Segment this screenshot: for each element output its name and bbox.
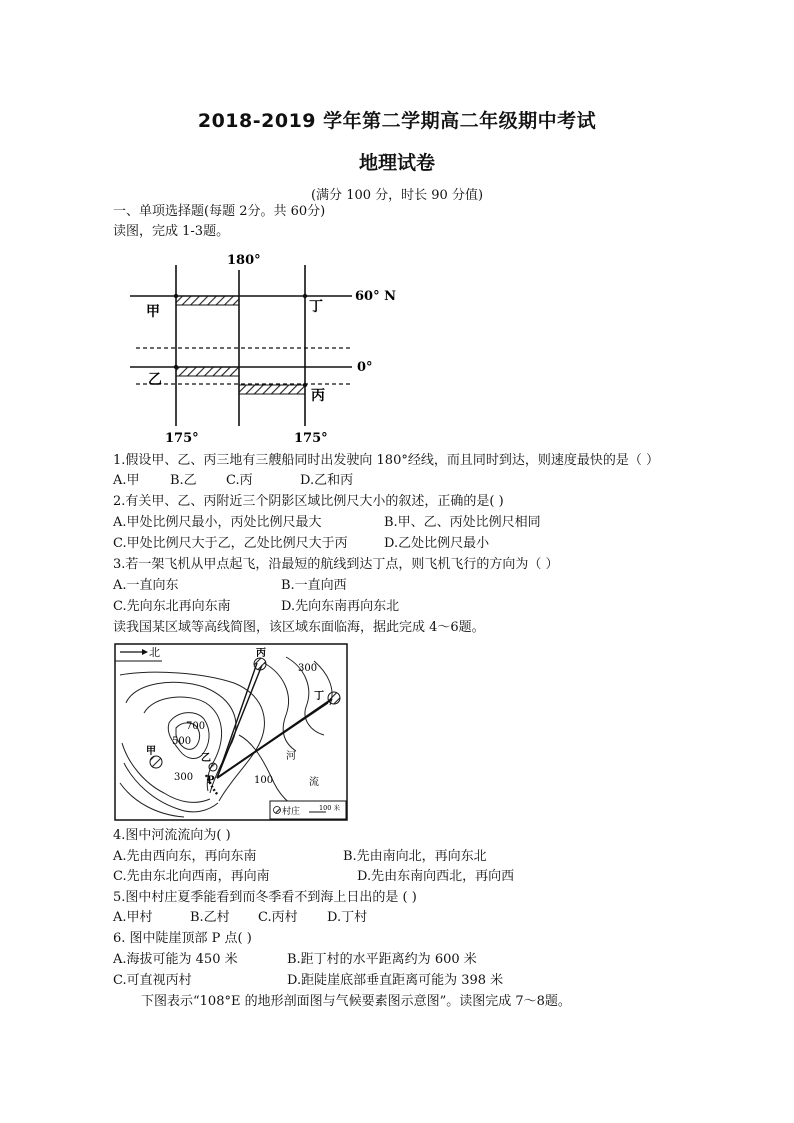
question-2: 2.有关甲、乙、丙附近三个阴影区域比例尺大小的叙述，正确的是( ) <box>113 494 504 509</box>
q2-option-b: B.甲、乙、丙处比例尺相同 <box>384 515 541 530</box>
q5-option-b: B.乙村 <box>190 910 230 925</box>
village-ding-label: 丁 <box>314 691 324 702</box>
shaded-area-jia <box>176 296 239 305</box>
latitude-longitude-figure <box>126 250 402 448</box>
river-label-2: 流 <box>309 777 319 788</box>
contour-700-label: 700 <box>186 721 206 732</box>
q4-option-b: B.先由南向北，再向东北 <box>343 849 487 864</box>
question-3: 3.若一架飞机从甲点起飞，沿最短的航线到达丁点，则飞机飞行的方向为（ ） <box>113 557 559 572</box>
contour-100-label: 100 <box>254 775 274 786</box>
exam-title: 2018-2019 学年第二学期高二年级期中考试 <box>197 110 597 132</box>
legend-village-label: 村庄 <box>282 807 301 817</box>
scale-label: 100 米 <box>319 804 340 812</box>
q6-option-d: D.距陡崖底部垂直距离可能为 398 米 <box>287 973 504 988</box>
section-heading: 一、单项选择题(每题 2分。共 60分) <box>113 204 326 219</box>
q2-option-c: C.甲处比例尺大于乙，乙处比例尺大于丙 <box>113 536 348 551</box>
q5-option-d: D.丁村 <box>327 910 368 925</box>
lon-175-left-label: 175° <box>165 431 199 446</box>
shaded-area-bing <box>239 385 305 394</box>
q3-option-c: C.先向东北再向东南 <box>113 599 231 614</box>
legend-village-icon <box>274 807 281 814</box>
q4-option-a: A.先由西向东，再向东南 <box>113 849 257 864</box>
contour-500-label: 500 <box>172 736 192 747</box>
shaded-area-yi <box>176 367 239 376</box>
village-yi-icon <box>209 763 217 771</box>
q6-option-a: A.海拔可能为 450 米 <box>113 952 238 967</box>
lat-0-label: 0° <box>357 360 373 375</box>
intro-q4-6: 读我国某区域等高线简图，该区域东面临海，据此完成 4～6题。 <box>113 620 485 635</box>
q6-option-b: B.距丁村的水平距离约为 600 米 <box>287 952 477 967</box>
contour-300-label: 300 <box>298 663 318 674</box>
q5-option-c: C.丙村 <box>258 910 298 925</box>
q1-option-a: A.甲 <box>113 473 140 488</box>
question-5: 5.图中村庄夏季能看到而冬季看不到海上日出的是 ( ) <box>113 890 417 905</box>
q3-option-b: B.一直向西 <box>281 578 347 593</box>
contour-map-figure <box>114 643 348 821</box>
q3-option-d: D.先向东南再向东北 <box>281 599 400 614</box>
contour-300b-label: 300 <box>174 772 194 783</box>
village-ding-icon <box>328 692 340 704</box>
village-jia-icon <box>150 756 162 768</box>
village-bing-label: 丙 <box>256 648 266 659</box>
question-6: 6. 图中陡崖顶部 P 点( ) <box>113 931 252 946</box>
q2-option-d: D.乙处比例尺最小 <box>384 536 490 551</box>
q1-option-b: B.乙 <box>170 473 197 488</box>
north-label: 北 <box>149 646 160 659</box>
point-p-label: P <box>207 775 215 786</box>
point-bing-label: 丙 <box>311 388 325 404</box>
q3-option-a: A.一直向东 <box>113 578 179 593</box>
river-label-1: 河 <box>286 751 296 762</box>
intro-q1-3: 读图，完成 1-3题。 <box>113 224 230 239</box>
q1-option-c: C.丙 <box>226 473 253 488</box>
q2-option-a: A.甲处比例尺最小，丙处比例尺最大 <box>113 515 322 530</box>
lat-60-label: 60° N <box>355 289 396 304</box>
q1-option-d: D.乙和丙 <box>300 473 354 488</box>
village-yi-label: 乙 <box>201 753 211 764</box>
q5-option-a: A.甲村 <box>113 910 153 925</box>
intro-q7-8: 下图表示“108°E 的地形剖面图与气候要素图示意图”。读图完成 7～8题。 <box>141 994 571 1009</box>
question-1: 1.假设甲、乙、丙三地有三艘船同时出发驶向 180°经线，而且同时到达，则速度最快的是（ ） <box>113 453 659 468</box>
village-bing-icon <box>254 658 266 670</box>
point-jia-label: 甲 <box>146 304 160 320</box>
lon-175-right-label: 175° <box>294 431 328 446</box>
lon-180-label: 180° <box>227 253 261 268</box>
village-jia-label: 甲 <box>146 746 156 757</box>
exam-subtitle: 地理试卷 <box>358 152 435 174</box>
exam-note: (满分 100 分，时长 90 分值) <box>310 188 484 203</box>
point-yi-label: 乙 <box>148 372 162 388</box>
q6-option-c: C.可直视丙村 <box>113 973 192 988</box>
question-4: 4.图中河流流向为( ) <box>113 828 231 843</box>
q4-option-c: C.先由东北向西南，再向南 <box>113 869 270 884</box>
q4-option-d: D.先由东南向西北，再向西 <box>357 869 515 884</box>
point-ding-label: 丁 <box>309 299 323 315</box>
